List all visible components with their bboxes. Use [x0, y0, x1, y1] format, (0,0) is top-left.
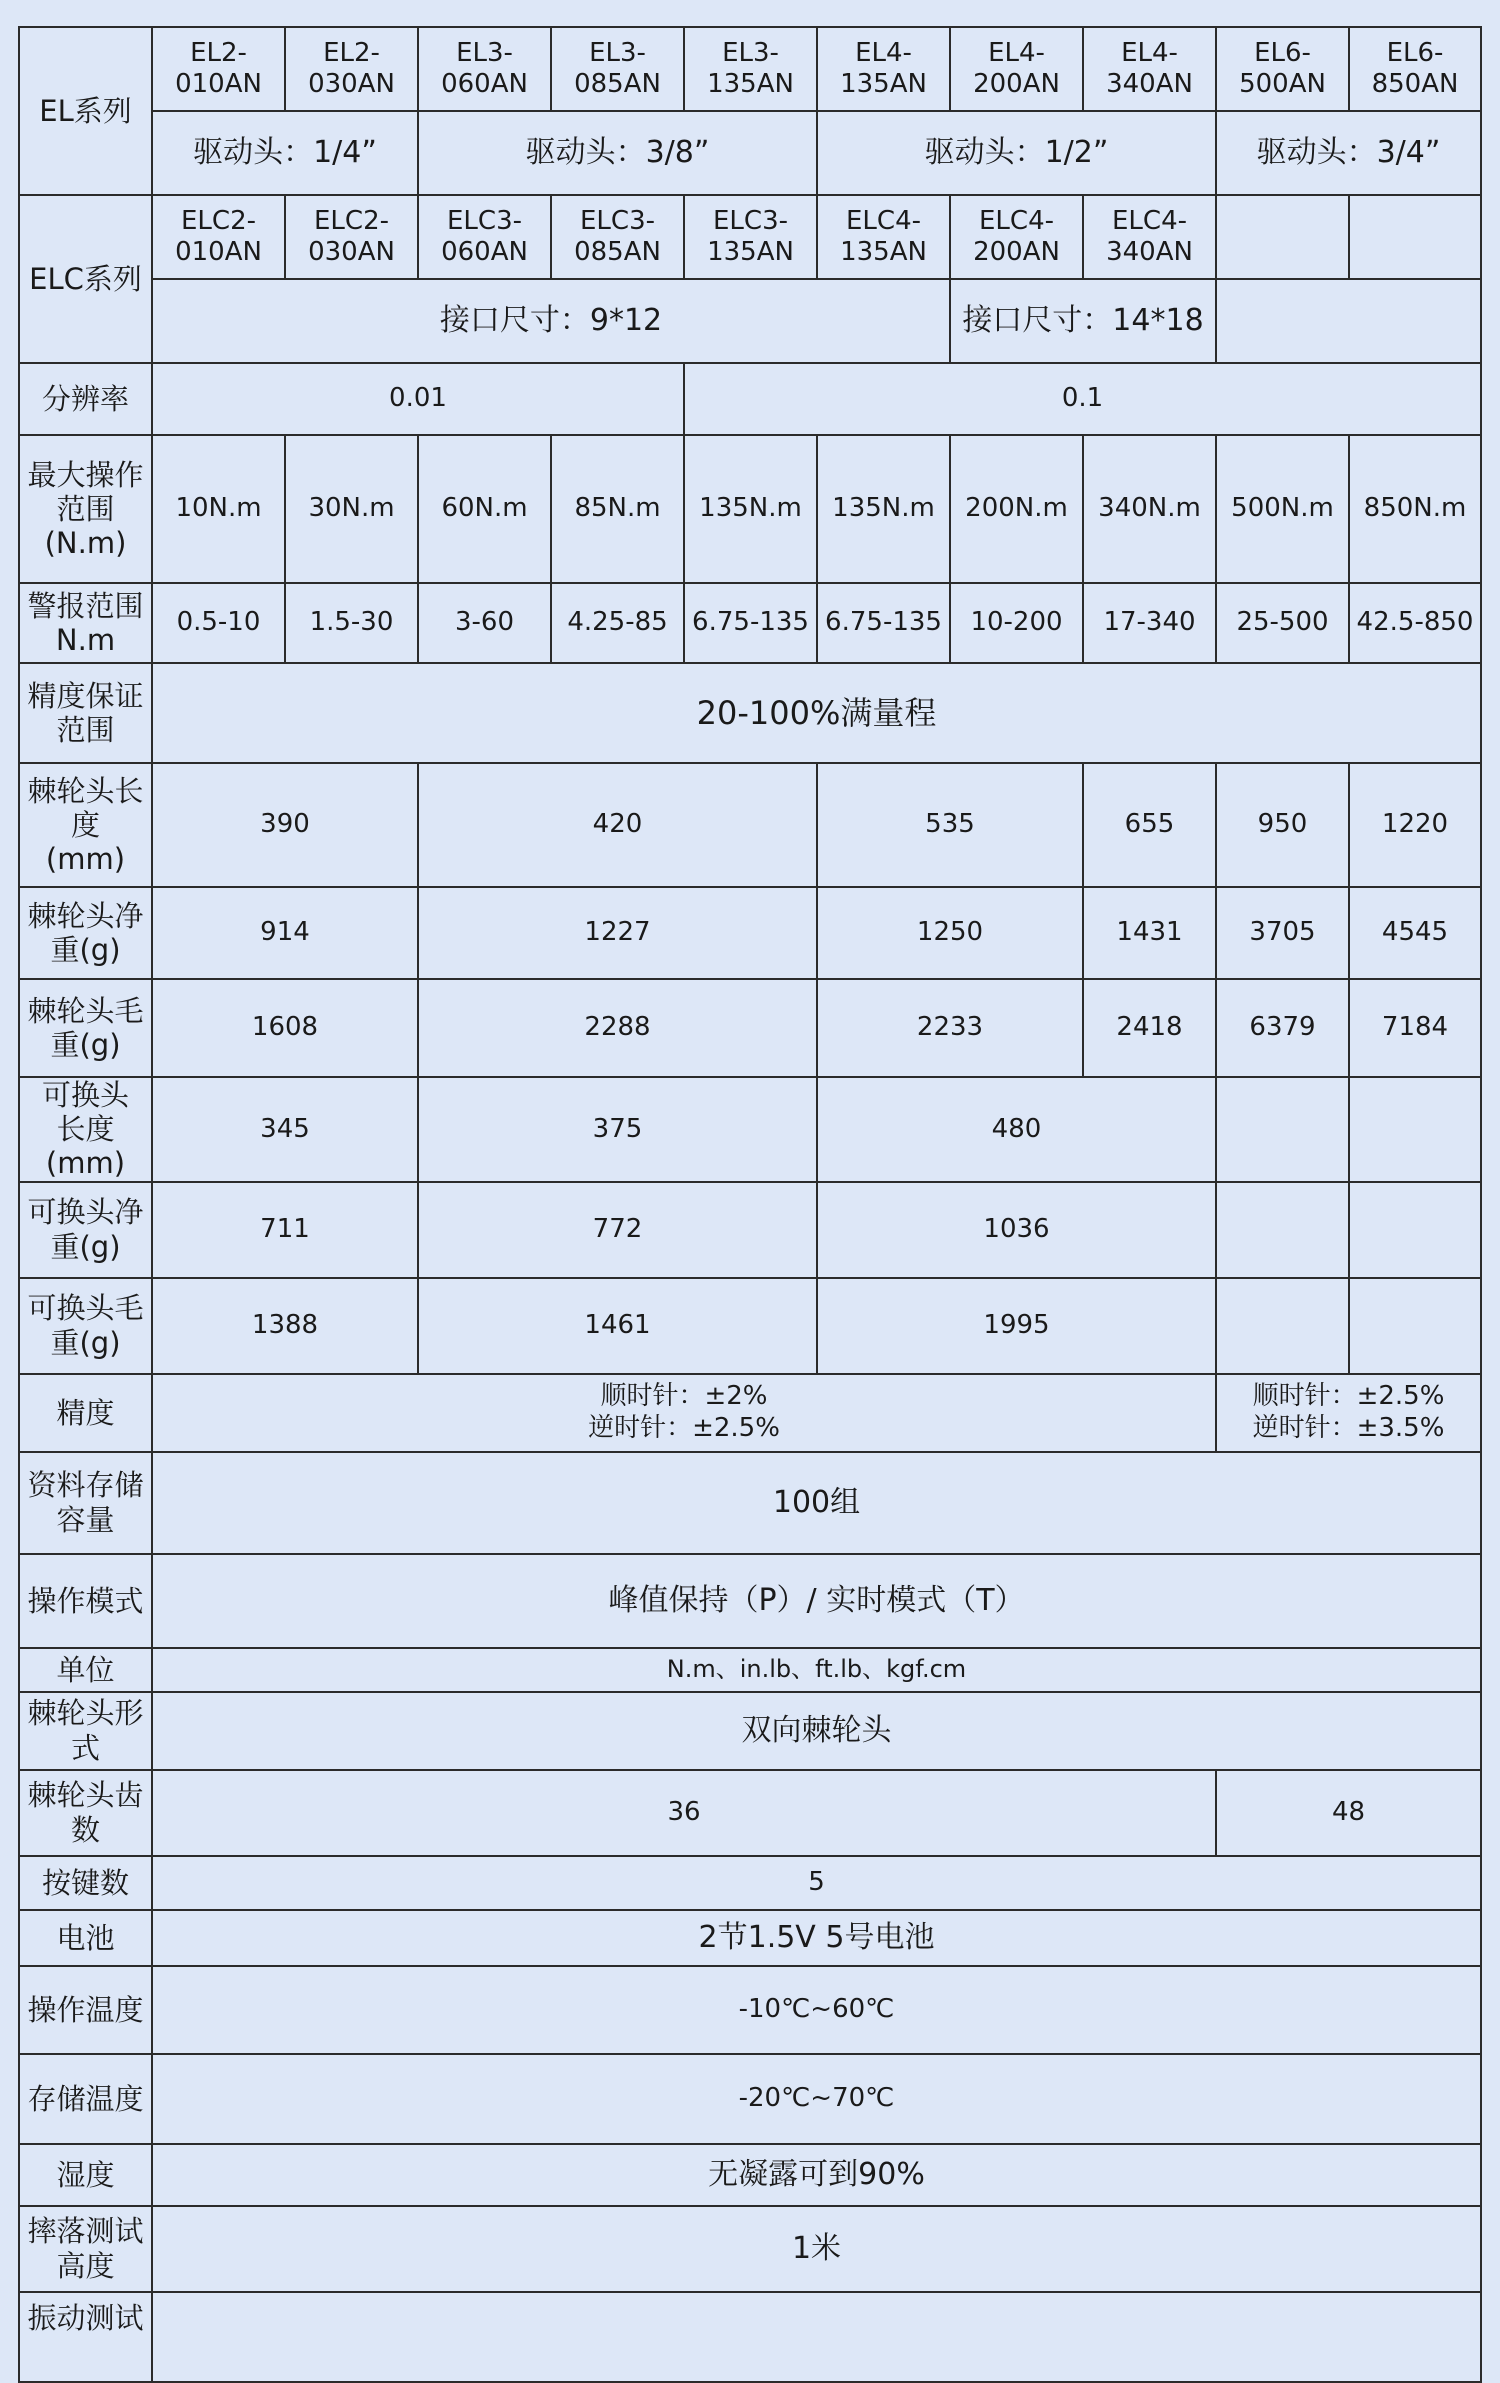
- ratchet-gross-cell: 6379: [1216, 979, 1349, 1077]
- row-label-drop-test: 摔落测试 高度: [19, 2206, 152, 2292]
- ratchet-teeth-row: [19, 1770, 1481, 1856]
- empty-cell: [1216, 279, 1481, 363]
- alarm-range-cell: 6.75-135: [684, 583, 817, 663]
- row-label-storage-capacity: 资料存储 容量: [19, 1452, 152, 1554]
- row-label-battery: 电池: [19, 1910, 152, 1966]
- elc-model-cell: ELC2- 010AN: [152, 195, 285, 279]
- row-label-storage-temp: 存储温度: [19, 2054, 152, 2144]
- elc-model-cell: ELC4- 340AN: [1083, 195, 1216, 279]
- max-range-cell: 60N.m: [418, 435, 551, 583]
- row-label-alarm-range: 警报范围 N.m: [19, 583, 152, 663]
- elc-model-cell: ELC3- 060AN: [418, 195, 551, 279]
- el-models-row: [19, 27, 1481, 111]
- elc-interface-row: [19, 279, 1481, 363]
- head-net-cell: 772: [418, 1182, 817, 1278]
- head-gross-cell: 1995: [817, 1278, 1216, 1374]
- ratchet-type-row: [19, 1692, 1481, 1770]
- row-label-ratchet-type: 棘轮头形 式: [19, 1692, 152, 1770]
- max-range-cell: 135N.m: [684, 435, 817, 583]
- ratchet-length-cell: 535: [817, 763, 1083, 887]
- ratchet-length-cell: 655: [1083, 763, 1216, 887]
- interface-size-cell: 接口尺寸：14*18: [950, 279, 1216, 363]
- elc-model-cell: ELC4- 135AN: [817, 195, 950, 279]
- vibration-test-cell: [152, 2292, 1481, 2382]
- ratchet-net-row: [19, 887, 1481, 979]
- row-label-elc-series: ELC系列: [19, 195, 152, 363]
- precision-cell: 顺时针：±2% 逆时针：±2.5%: [152, 1374, 1216, 1452]
- storage-temp-row: [19, 2054, 1481, 2144]
- alarm-range-cell: 10-200: [950, 583, 1083, 663]
- row-label-humidity: 湿度: [19, 2144, 152, 2206]
- alarm-range-cell: 6.75-135: [817, 583, 950, 663]
- precision-row: [19, 1374, 1481, 1452]
- max-range-cell: 850N.m: [1349, 435, 1481, 583]
- row-label-max-range: 最大操作 范围 (N.m): [19, 435, 152, 583]
- el-model-cell: EL6- 850AN: [1349, 27, 1481, 111]
- ratchet-gross-cell: 1608: [152, 979, 418, 1077]
- ratchet-net-cell: 3705: [1216, 887, 1349, 979]
- drive-head-cell: 驱动头：3/8”: [418, 111, 817, 195]
- ratchet-gross-cell: 2288: [418, 979, 817, 1077]
- units-cell: N.m、in.lb、ft.lb、kgf.cm: [152, 1648, 1481, 1692]
- battery-row: [19, 1910, 1481, 1966]
- row-label-ratchet-teeth: 棘轮头齿 数: [19, 1770, 152, 1856]
- row-label-accuracy-range: 精度保证 范围: [19, 663, 152, 763]
- interface-size-cell: 接口尺寸：9*12: [152, 279, 950, 363]
- elc-model-cell: ELC4- 200AN: [950, 195, 1083, 279]
- alarm-range-cell: 4.25-85: [551, 583, 684, 663]
- el-model-cell: EL2- 010AN: [152, 27, 285, 111]
- empty-cell: [1349, 1182, 1481, 1278]
- row-label-ratchet-length: 棘轮头长 度 (mm): [19, 763, 152, 887]
- resolution-cell: 0.1: [684, 363, 1481, 435]
- alarm-range-cell: 25-500: [1216, 583, 1349, 663]
- elc-model-cell: ELC3- 135AN: [684, 195, 817, 279]
- ratchet-length-cell: 1220: [1349, 763, 1481, 887]
- alarm-range-cell: 42.5-850: [1349, 583, 1481, 663]
- alarm-range-row: [19, 583, 1481, 663]
- op-temp-row: [19, 1966, 1481, 2054]
- empty-cell: [1216, 1278, 1349, 1374]
- storage-temp-cell: -20℃~70℃: [152, 2054, 1481, 2144]
- head-length-row: [19, 1077, 1481, 1182]
- head-length-cell: 480: [817, 1077, 1216, 1182]
- row-label-op-temp: 操作温度: [19, 1966, 152, 2054]
- el-model-cell: EL3- 060AN: [418, 27, 551, 111]
- max-range-cell: 500N.m: [1216, 435, 1349, 583]
- units-row: [19, 1648, 1481, 1692]
- ratchet-net-cell: 1227: [418, 887, 817, 979]
- row-label-precision: 精度: [19, 1374, 152, 1452]
- ratchet-gross-cell: 2233: [817, 979, 1083, 1077]
- ratchet-teeth-cell: 48: [1216, 1770, 1481, 1856]
- el-model-cell: EL3- 085AN: [551, 27, 684, 111]
- accuracy-range-cell: 20-100%满量程: [152, 663, 1481, 763]
- ratchet-net-cell: 1431: [1083, 887, 1216, 979]
- elc-model-cell: ELC3- 085AN: [551, 195, 684, 279]
- drive-head-cell: 驱动头：1/4”: [152, 111, 418, 195]
- ratchet-gross-cell: 2418: [1083, 979, 1216, 1077]
- resolution-row: [19, 363, 1481, 435]
- max-range-cell: 10N.m: [152, 435, 285, 583]
- precision-cell: 顺时针：±2.5% 逆时针：±3.5%: [1216, 1374, 1481, 1452]
- ratchet-net-cell: 4545: [1349, 887, 1481, 979]
- accuracy-range-row: [19, 663, 1481, 763]
- row-label-head-net: 可换头净 重(g): [19, 1182, 152, 1278]
- keys-cell: 5: [152, 1856, 1481, 1910]
- resolution-cell: 0.01: [152, 363, 684, 435]
- empty-cell: [1216, 1077, 1349, 1182]
- storage-capacity-cell: 100组: [152, 1452, 1481, 1554]
- empty-cell: [1349, 1278, 1481, 1374]
- humidity-cell: 无凝露可到90%: [152, 2144, 1481, 2206]
- ratchet-length-cell: 420: [418, 763, 817, 887]
- max-range-row: [19, 435, 1481, 583]
- el-model-cell: EL3- 135AN: [684, 27, 817, 111]
- empty-cell: [1216, 195, 1349, 279]
- ratchet-length-cell: 950: [1216, 763, 1349, 887]
- alarm-range-cell: 0.5-10: [152, 583, 285, 663]
- head-length-cell: 345: [152, 1077, 418, 1182]
- storage-capacity-row: [19, 1452, 1481, 1554]
- el-model-cell: EL2- 030AN: [285, 27, 418, 111]
- max-range-cell: 30N.m: [285, 435, 418, 583]
- elc-model-cell: ELC2- 030AN: [285, 195, 418, 279]
- ratchet-net-cell: 914: [152, 887, 418, 979]
- alarm-range-cell: 1.5-30: [285, 583, 418, 663]
- max-range-cell: 135N.m: [817, 435, 950, 583]
- row-label-ratchet-gross: 棘轮头毛 重(g): [19, 979, 152, 1077]
- op-temp-cell: -10℃~60℃: [152, 1966, 1481, 2054]
- row-label-ratchet-net: 棘轮头净 重(g): [19, 887, 152, 979]
- elc-models-row: [19, 195, 1481, 279]
- ratchet-type-cell: 双向棘轮头: [152, 1692, 1481, 1770]
- head-gross-row: [19, 1278, 1481, 1374]
- max-range-cell: 340N.m: [1083, 435, 1216, 583]
- head-gross-cell: 1388: [152, 1278, 418, 1374]
- empty-cell: [1349, 195, 1481, 279]
- el-model-cell: EL4- 200AN: [950, 27, 1083, 111]
- head-net-cell: 711: [152, 1182, 418, 1278]
- drive-head-cell: 驱动头：3/4”: [1216, 111, 1481, 195]
- keys-row: [19, 1856, 1481, 1910]
- drive-head-cell: 驱动头：1/2”: [817, 111, 1216, 195]
- head-net-cell: 1036: [817, 1182, 1216, 1278]
- el-model-cell: EL4- 340AN: [1083, 27, 1216, 111]
- spec-table: [18, 26, 1482, 2383]
- el-model-cell: EL6- 500AN: [1216, 27, 1349, 111]
- head-length-cell: 375: [418, 1077, 817, 1182]
- row-label-el-series: EL系列: [19, 27, 152, 195]
- el-model-cell: EL4- 135AN: [817, 27, 950, 111]
- empty-cell: [1349, 1077, 1481, 1182]
- ratchet-length-row: [19, 763, 1481, 887]
- ratchet-net-cell: 1250: [817, 887, 1083, 979]
- el-drive-row: [19, 111, 1481, 195]
- ratchet-gross-cell: 7184: [1349, 979, 1481, 1077]
- alarm-range-cell: 17-340: [1083, 583, 1216, 663]
- vibration-test-row: [19, 2292, 1481, 2382]
- operation-mode-row: [19, 1554, 1481, 1648]
- row-label-head-gross: 可换头毛 重(g): [19, 1278, 152, 1374]
- row-label-keys: 按键数: [19, 1856, 152, 1910]
- row-label-head-length: 可换头 长度(mm): [19, 1077, 152, 1182]
- empty-cell: [1216, 1182, 1349, 1278]
- humidity-row: [19, 2144, 1481, 2206]
- row-label-resolution: 分辨率: [19, 363, 152, 435]
- row-label-vibration-test: 振动测试: [19, 2292, 152, 2382]
- row-label-units: 单位: [19, 1648, 152, 1692]
- ratchet-length-cell: 390: [152, 763, 418, 887]
- head-net-row: [19, 1182, 1481, 1278]
- ratchet-gross-row: [19, 979, 1481, 1077]
- operation-mode-cell: 峰值保持（P）/ 实时模式（T）: [152, 1554, 1481, 1648]
- ratchet-teeth-cell: 36: [152, 1770, 1216, 1856]
- max-range-cell: 200N.m: [950, 435, 1083, 583]
- drop-test-row: [19, 2206, 1481, 2292]
- row-label-operation-mode: 操作模式: [19, 1554, 152, 1648]
- alarm-range-cell: 3-60: [418, 583, 551, 663]
- max-range-cell: 85N.m: [551, 435, 684, 583]
- head-gross-cell: 1461: [418, 1278, 817, 1374]
- drop-test-cell: 1米: [152, 2206, 1481, 2292]
- battery-cell: 2节1.5V 5号电池: [152, 1910, 1481, 1966]
